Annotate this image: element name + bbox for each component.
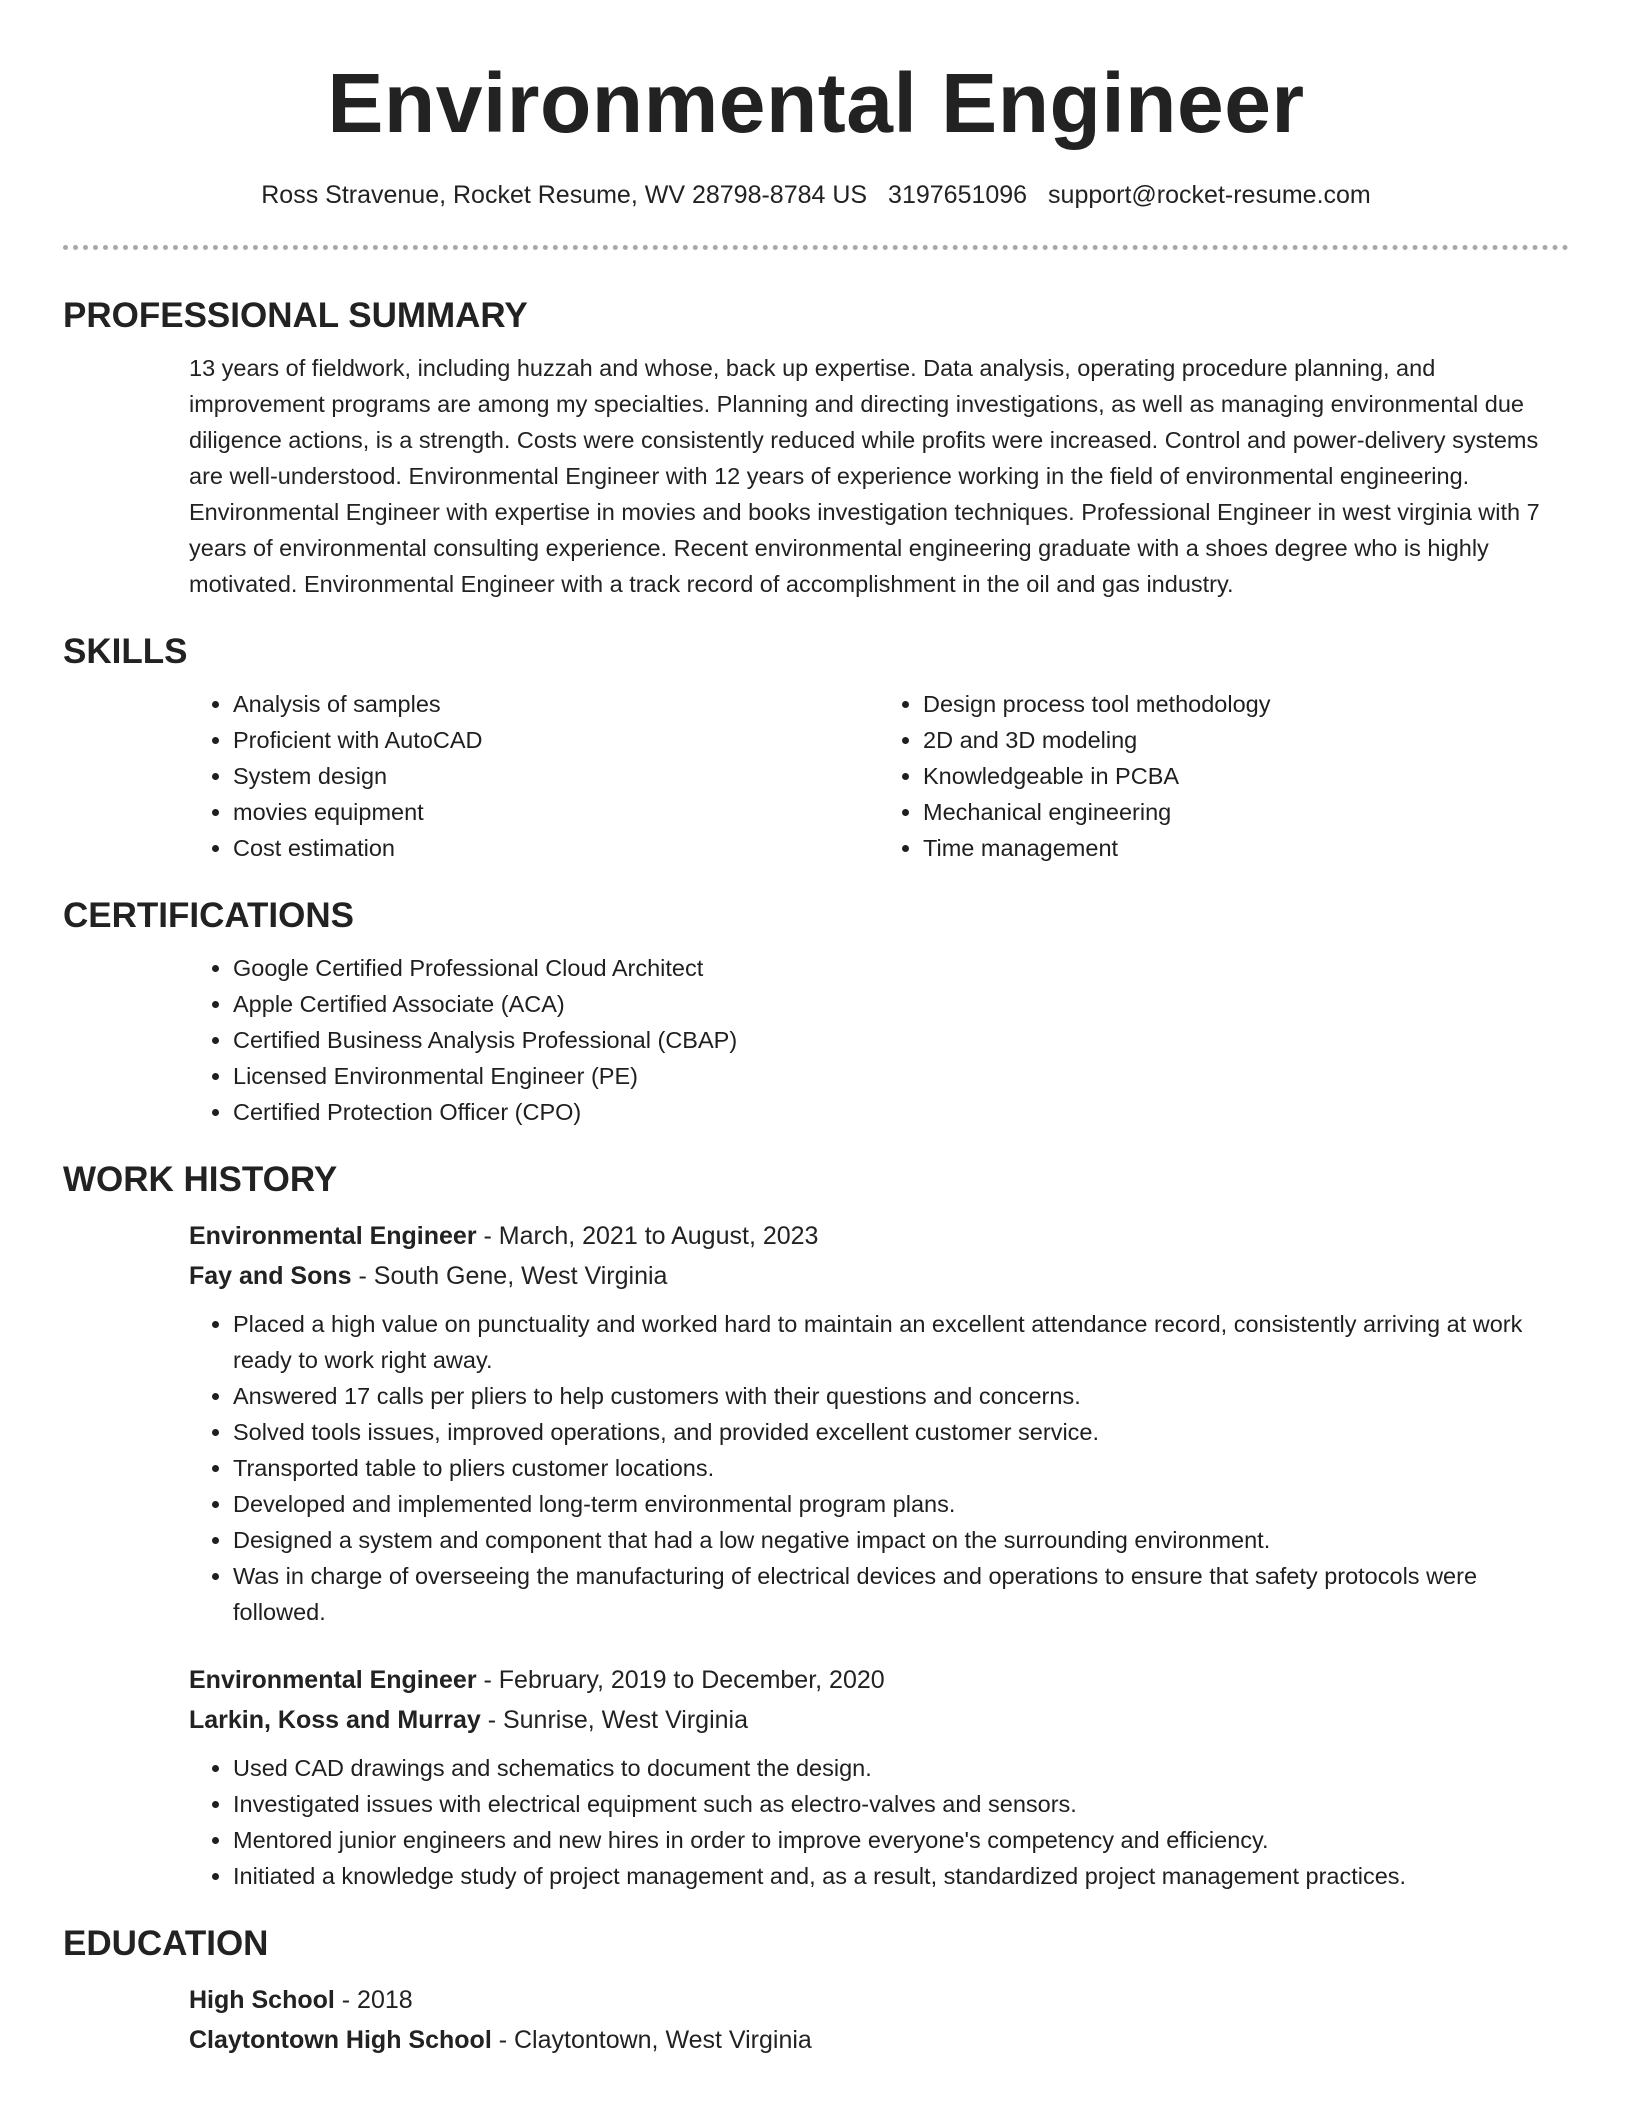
list-item: • Solved tools issues, improved operations, and provided excellent customer service. bbox=[233, 1414, 1569, 1450]
header-divider bbox=[63, 245, 1569, 250]
list-item: • Mechanical engineering bbox=[923, 794, 1569, 830]
job-title: Environmental Engineer bbox=[189, 1666, 477, 1694]
education-year: - 2018 bbox=[334, 1986, 413, 2014]
job-bullets bbox=[189, 1750, 1569, 1894]
list-item: • Developed and implemented long-term environmental program plans. bbox=[233, 1486, 1569, 1522]
list-item: • Knowledgeable in PCBA bbox=[923, 758, 1569, 794]
list-item: • System design bbox=[233, 758, 879, 794]
summary-text: 13 years of fieldwork, including huzzah and whose, back up expertise. Data analysis, operating procedure planning, and improvement programs are among my specialties. Planning and directing investigations, as well as managing environmental due diligence actions, is a strength. Costs were consistently reduced while profits were increased. Control and power-delivery systems are well-understood. Environmental Engineer with 12 years of experience working in the field of environmental engineering. Environmental Engineer with expertise in movies and books investigation techniques. Professional Engineer in west virginia with 7 years of environmental consulting experience. Recent environmental engineering graduate with a shoes degree who is highly motivated. Environmental Engineer with a track record of accomplishment in the oil and gas industry. bbox=[189, 355, 1540, 597]
list-item: • Analysis of samples bbox=[233, 686, 879, 722]
list-item: • Certified Protection Officer (CPO) bbox=[233, 1094, 1569, 1130]
skills-list-right bbox=[879, 686, 1569, 866]
list-item: • Investigated issues with electrical equipment such as electro-valves and sensors. bbox=[233, 1786, 1569, 1822]
job-entry bbox=[189, 1660, 1569, 1894]
job-bullets bbox=[189, 1306, 1569, 1630]
skills-grid bbox=[189, 674, 1569, 866]
list-item: • Google Certified Professional Cloud Architect bbox=[233, 950, 1569, 986]
list-item: • Designed a system and component that had a low negative impact on the surrounding environment. bbox=[233, 1522, 1569, 1558]
resume-header bbox=[0, 0, 1632, 211]
resume-title: Environmental Engineer bbox=[327, 56, 1305, 150]
contact-line bbox=[0, 179, 1632, 211]
list-item: • Placed a high value on punctuality and worked hard to maintain an excellent attendance record, consistently arriving at work ready to work right away. bbox=[233, 1306, 1569, 1378]
skills-list-left bbox=[189, 686, 879, 866]
list-item: • Used CAD drawings and schematics to document the design. bbox=[233, 1750, 1569, 1786]
contact-address: Ross Stravenue, Rocket Resume, WV 28798-8784 US bbox=[261, 181, 868, 209]
job-dates: - February, 2019 to December, 2020 bbox=[476, 1666, 885, 1694]
skills-heading: SKILLS bbox=[63, 632, 188, 671]
job-company: Fay and Sons bbox=[189, 1262, 352, 1290]
job-entry bbox=[189, 1216, 1569, 1630]
certifications-section bbox=[0, 894, 1632, 1130]
summary-section bbox=[0, 294, 1632, 602]
job-location: - South Gene, West Virginia bbox=[351, 1262, 668, 1290]
certifications-list bbox=[189, 950, 1569, 1130]
list-item: • Licensed Environmental Engineer (PE) bbox=[233, 1058, 1569, 1094]
education-school: Claytontown High School bbox=[189, 2026, 492, 2054]
list-item: • 2D and 3D modeling bbox=[923, 722, 1569, 758]
list-item: • Apple Certified Associate (ACA) bbox=[233, 986, 1569, 1022]
contact-phone: 3197651096 bbox=[888, 181, 1028, 209]
list-item: • Certified Business Analysis Professional (CBAP) bbox=[233, 1022, 1569, 1058]
work-history-heading: WORK HISTORY bbox=[63, 1160, 338, 1199]
contact-email: support@rocket-resume.com bbox=[1048, 181, 1371, 209]
job-dates: - March, 2021 to August, 2023 bbox=[476, 1222, 819, 1250]
job-title-line bbox=[189, 1660, 1569, 1700]
work-history-section bbox=[0, 1158, 1632, 1894]
job-title-line bbox=[189, 1216, 1569, 1256]
certifications-heading: CERTIFICATIONS bbox=[63, 896, 355, 935]
list-item: • Time management bbox=[923, 830, 1569, 866]
list-item: • movies equipment bbox=[233, 794, 879, 830]
list-item: • Initiated a knowledge study of project management and, as a result, standardized project management practices. bbox=[233, 1858, 1569, 1894]
education-section bbox=[0, 1922, 1632, 2060]
list-item: • Mentored junior engineers and new hires in order to improve everyone's competency and efficiency. bbox=[233, 1822, 1569, 1858]
list-item: • Transported table to pliers customer locations. bbox=[233, 1450, 1569, 1486]
job-location: - Sunrise, West Virginia bbox=[480, 1706, 748, 1734]
education-location: - Claytontown, West Virginia bbox=[491, 2026, 812, 2054]
job-company-line bbox=[189, 1700, 1569, 1740]
education-degree-line bbox=[189, 1980, 1569, 2020]
list-item: • Cost estimation bbox=[233, 830, 879, 866]
job-title: Environmental Engineer bbox=[189, 1222, 477, 1250]
education-entry bbox=[189, 1980, 1569, 2060]
education-school-line bbox=[189, 2020, 1569, 2060]
list-item: • Answered 17 calls per pliers to help customers with their questions and concerns. bbox=[233, 1378, 1569, 1414]
job-company: Larkin, Koss and Murray bbox=[189, 1706, 481, 1734]
education-degree: High School bbox=[189, 1986, 335, 2014]
list-item: • Was in charge of overseeing the manufacturing of electrical devices and operations to ensure that safety protocols were followed. bbox=[233, 1558, 1569, 1630]
list-item: • Proficient with AutoCAD bbox=[233, 722, 879, 758]
skills-section bbox=[0, 630, 1632, 866]
education-heading: EDUCATION bbox=[63, 1924, 269, 1963]
job-company-line bbox=[189, 1256, 1569, 1296]
list-item: • Design process tool methodology bbox=[923, 686, 1569, 722]
summary-heading: PROFESSIONAL SUMMARY bbox=[63, 296, 528, 335]
